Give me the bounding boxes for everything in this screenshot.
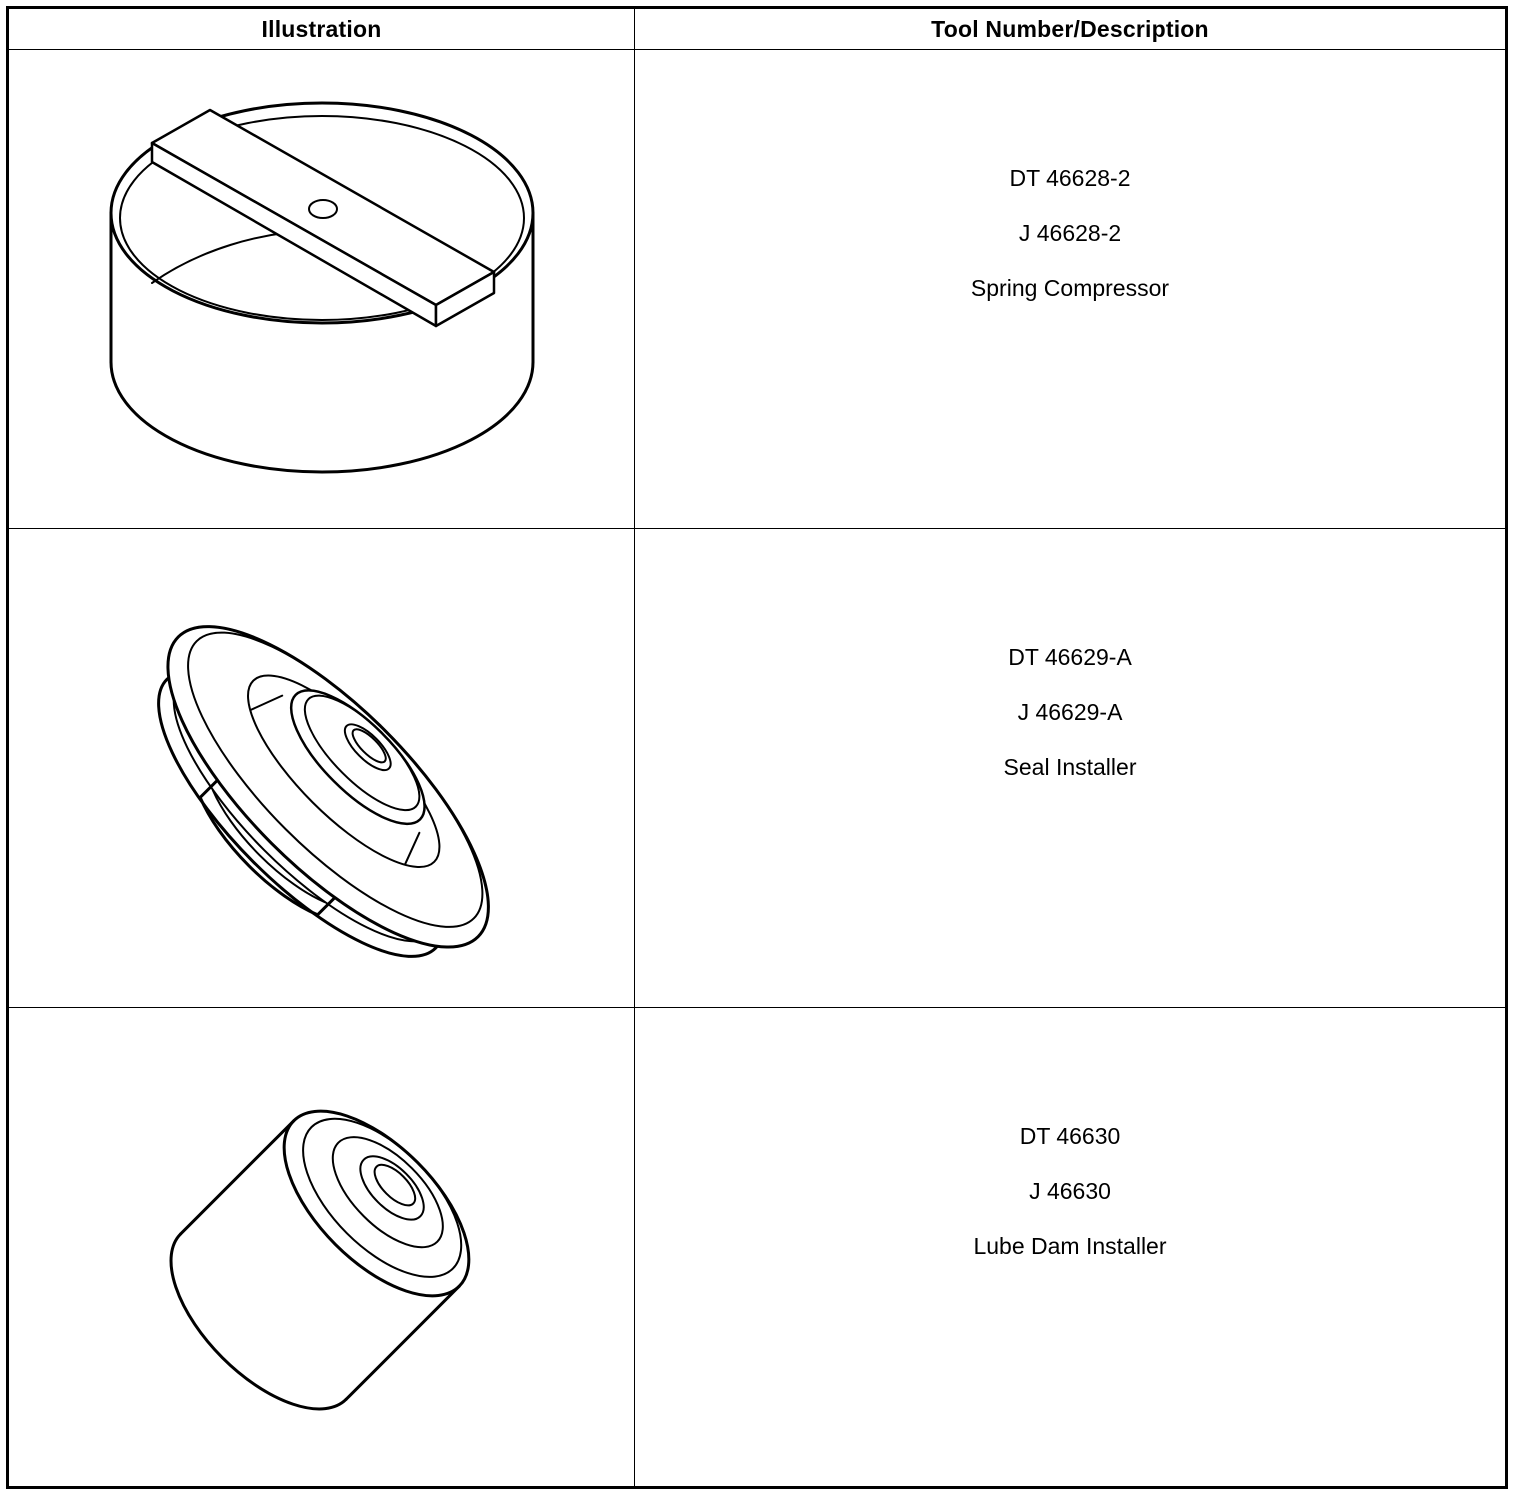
tool-description: Seal Installer <box>1003 753 1137 780</box>
tool-description-cell <box>635 1008 1507 1488</box>
tool-info <box>635 630 1505 795</box>
illustration-cell <box>8 50 635 529</box>
dt-tool-number: DT 46628-2 <box>1009 164 1131 191</box>
table-row <box>8 1008 1507 1488</box>
dt-tool-number: DT 46630 <box>1019 1122 1121 1149</box>
tool-description: Lube Dam Installer <box>973 1232 1167 1259</box>
seal-installer-illustration <box>9 529 636 1007</box>
tool-table <box>6 6 1508 1489</box>
header-tool-description: Tool Number/Description <box>635 8 1507 50</box>
spring-compressor-illustration <box>9 50 636 528</box>
table-row <box>8 529 1507 1008</box>
tool-description-cell <box>635 529 1507 1008</box>
tool-info <box>635 151 1505 316</box>
j-tool-number: J 46630 <box>1029 1177 1111 1204</box>
header-row <box>8 8 1507 50</box>
header-illustration: Illustration <box>8 8 635 50</box>
tool-description-cell <box>635 50 1507 529</box>
lube-dam-installer-illustration <box>9 1008 636 1486</box>
j-tool-number: J 46628-2 <box>1018 219 1122 246</box>
illustration-cell <box>8 1008 635 1488</box>
illustration-cell <box>8 529 635 1008</box>
tool-info <box>635 1109 1505 1274</box>
tool-description: Spring Compressor <box>970 274 1170 301</box>
dt-tool-number: DT 46629-A <box>1008 643 1132 670</box>
table-row <box>8 50 1507 529</box>
j-tool-number: J 46629-A <box>1017 698 1123 725</box>
